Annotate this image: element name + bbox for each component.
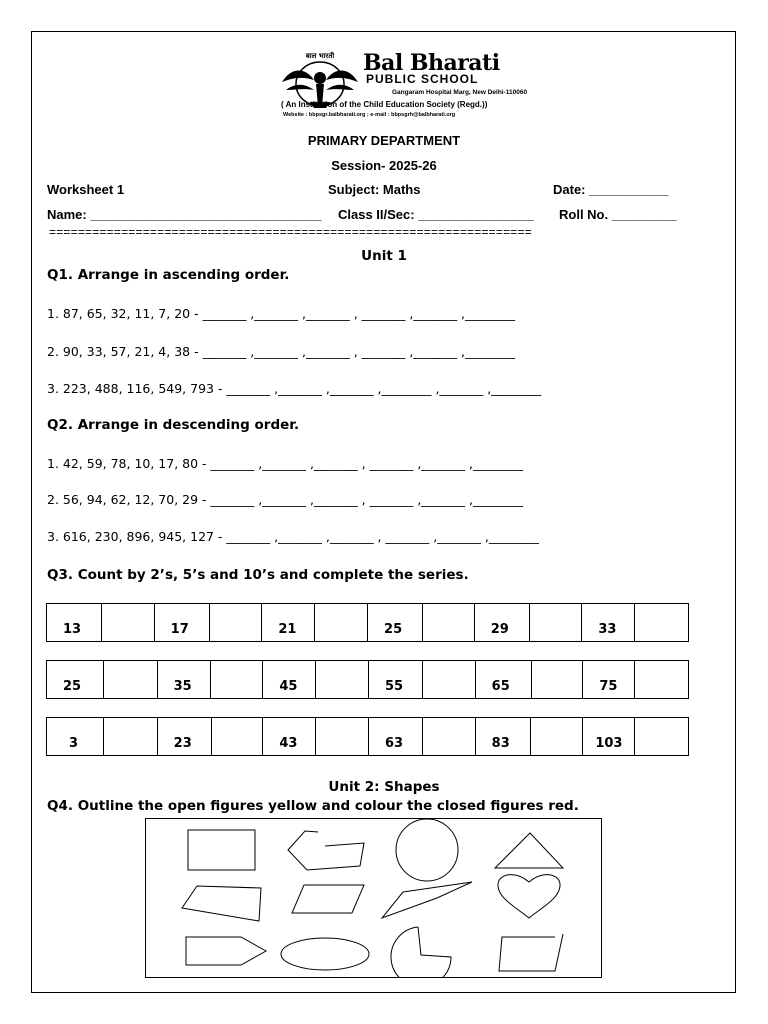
series-blank[interactable] xyxy=(423,604,475,641)
q1-item[interactable]: 3. 223, 488, 116, 549, 793 - _______ ,_______ ,_______ ,________ ,_______ ,________ xyxy=(47,381,542,396)
heart-shape[interactable] xyxy=(498,875,560,918)
series-cell: 33 xyxy=(582,604,635,641)
series-cell: 25 xyxy=(368,604,423,641)
worksheet-label: Worksheet 1 xyxy=(47,182,125,197)
school-type: PUBLIC SCHOOL xyxy=(366,72,479,86)
series-blank[interactable] xyxy=(423,661,476,698)
parallelogram-shape[interactable] xyxy=(292,885,364,913)
series-blank[interactable] xyxy=(530,604,583,641)
open-quadrilateral-shape[interactable] xyxy=(182,886,261,921)
q4-title: Q4. Outline the open figures yellow and colour the closed figures red. xyxy=(47,798,579,814)
series-blank[interactable] xyxy=(316,718,369,755)
unit1-title: Unit 1 xyxy=(361,248,407,264)
series-cell: 103 xyxy=(583,718,635,755)
series-blank[interactable] xyxy=(316,661,369,698)
series-cell: 13 xyxy=(47,604,102,641)
series-cell: 3 xyxy=(47,718,104,755)
series-row xyxy=(46,660,689,699)
series-cell: 55 xyxy=(369,661,423,698)
q2-title: Q2. Arrange in descending order. xyxy=(47,417,300,433)
q2-item[interactable]: 2. 56, 94, 62, 12, 70, 29 - _______ ,_______ ,_______ , _______ ,_______ ,________ xyxy=(47,492,523,507)
series-row xyxy=(46,603,689,642)
series-cell: 43 xyxy=(263,718,316,755)
series-blank[interactable] xyxy=(635,604,688,641)
q1-item[interactable]: 1. 87, 65, 32, 11, 7, 20 - _______ ,_______ ,_______ , _______ ,_______ ,________ xyxy=(47,306,516,321)
roll-field[interactable]: Roll No. _________ xyxy=(559,207,677,222)
q1-item[interactable]: 2. 90, 33, 57, 21, 4, 38 - _______ ,_______ ,_______ , _______ ,_______ ,________ xyxy=(47,344,516,359)
series-blank[interactable] xyxy=(104,661,158,698)
circle-shape[interactable] xyxy=(396,819,458,881)
school-name: Bal Bharati xyxy=(363,50,500,76)
q3-title: Q3. Count by 2’s, 5’s and 10’s and complete the series. xyxy=(47,567,469,583)
series-cell: 63 xyxy=(369,718,423,755)
subject-label: Subject: Maths xyxy=(328,182,421,197)
school-institution: ( An Institution of the Child Education Society (Regd.)) xyxy=(281,100,488,109)
open-slanted-parallelogram-shape[interactable] xyxy=(382,882,472,918)
series-blank[interactable] xyxy=(212,718,264,755)
series-cell: 45 xyxy=(263,661,316,698)
series-blank[interactable] xyxy=(210,604,263,641)
logo-hindi: बाल भारती xyxy=(305,52,335,60)
department-title: PRIMARY DEPARTMENT xyxy=(307,133,461,148)
series-cell: 21 xyxy=(262,604,315,641)
q2-item[interactable]: 3. 616, 230, 896, 945, 127 - _______ ,_______ ,_______ , _______ ,_______ ,________ xyxy=(47,529,539,544)
q1-title: Q1. Arrange in ascending order. xyxy=(47,267,290,283)
series-cell: 23 xyxy=(158,718,212,755)
open-hexagon-shape[interactable] xyxy=(288,831,364,870)
class-field[interactable]: Class II/Sec: ________________ xyxy=(338,207,534,222)
shapes-canvas xyxy=(145,818,602,978)
series-blank[interactable] xyxy=(104,718,158,755)
school-contact: Website : bbpsgr.balbharati.org ; e-mail : bbpsgrh@balbharati.org xyxy=(283,112,456,118)
series-blank[interactable] xyxy=(635,661,688,698)
series-blank[interactable] xyxy=(211,661,263,698)
series-blank[interactable] xyxy=(635,718,688,755)
open-pie-shape[interactable] xyxy=(391,927,451,978)
pentagon-arrow-shape[interactable] xyxy=(186,937,266,965)
series-cell: 83 xyxy=(476,718,532,755)
series-blank[interactable] xyxy=(423,718,476,755)
series-cell: 35 xyxy=(158,661,212,698)
series-blank[interactable] xyxy=(532,661,584,698)
unit2-title: Unit 2: Shapes xyxy=(328,779,440,795)
triangle-shape[interactable] xyxy=(495,833,563,868)
series-cell: 25 xyxy=(47,661,104,698)
series-cell: 65 xyxy=(476,661,532,698)
series-cell: 29 xyxy=(475,604,530,641)
series-cell: 17 xyxy=(155,604,210,641)
square-shape[interactable] xyxy=(188,830,255,870)
q2-item[interactable]: 1. 42, 59, 78, 10, 17, 80 - _______ ,_______ ,_______ , _______ ,_______ ,________ xyxy=(47,456,523,471)
series-cell: 75 xyxy=(583,661,635,698)
separator-line: =================================================================== xyxy=(49,225,532,239)
series-blank[interactable] xyxy=(315,604,368,641)
session-title: Session- 2025-26 xyxy=(331,158,437,173)
series-blank[interactable] xyxy=(102,604,155,641)
school-address: Gangaram Hospital Marg, New Delhi-110060 xyxy=(392,89,528,96)
series-blank[interactable] xyxy=(531,718,583,755)
open-trapezium-shape[interactable] xyxy=(499,934,563,971)
series-row xyxy=(46,717,689,756)
oval-shape[interactable] xyxy=(281,938,369,970)
date-field[interactable]: Date: ___________ xyxy=(553,182,669,197)
name-field[interactable]: Name: ________________________________ xyxy=(47,207,322,222)
